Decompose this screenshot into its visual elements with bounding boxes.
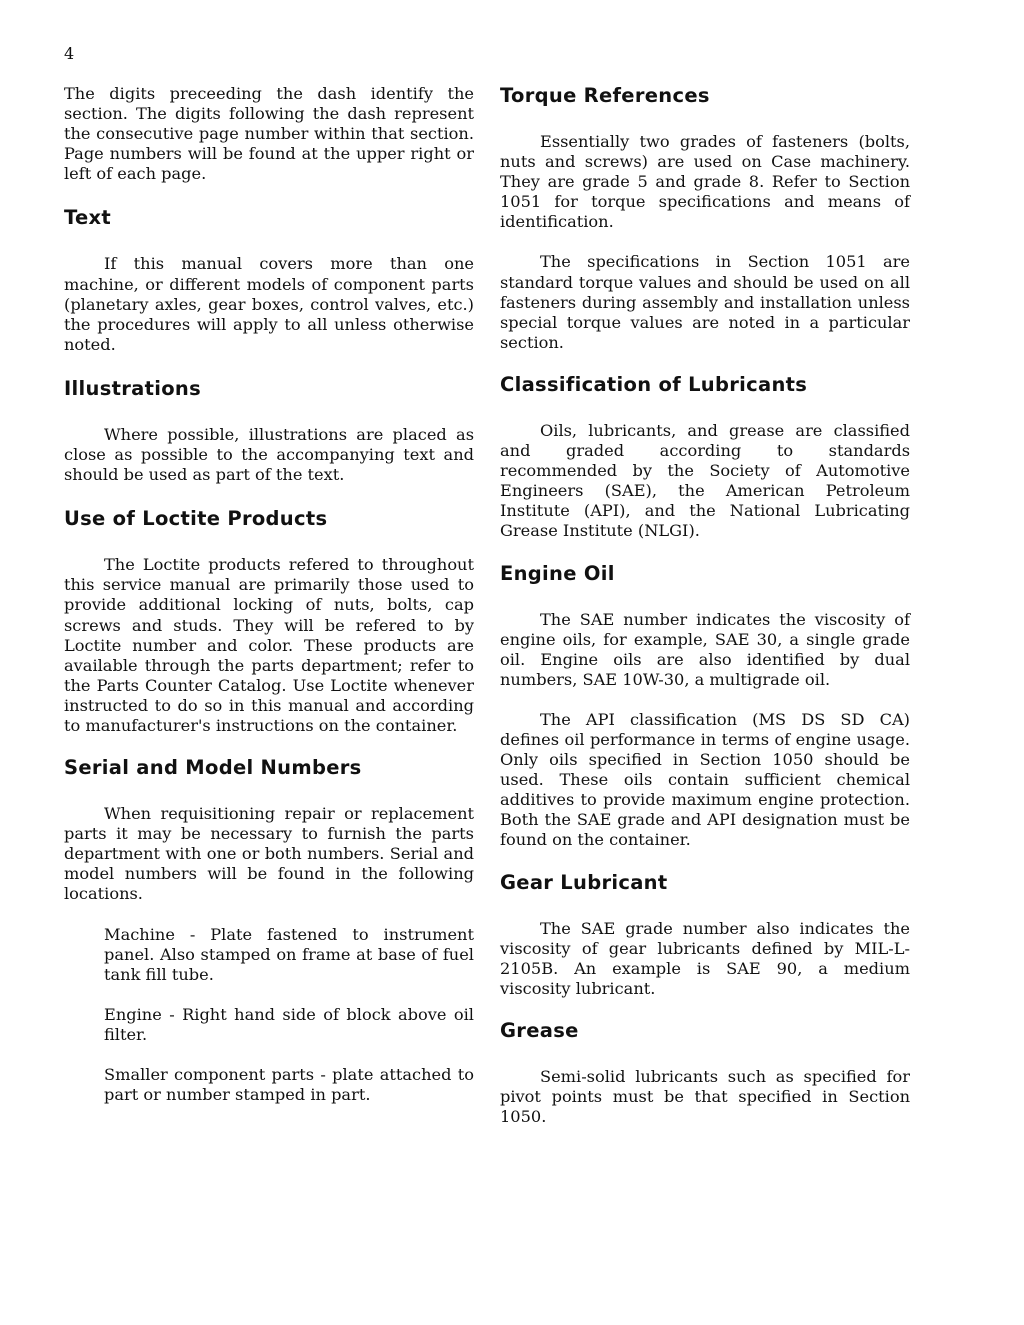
torque-heading: Torque References — [500, 84, 710, 107]
illustrations-heading: Illustrations — [64, 376, 202, 400]
right-column — [500, 84, 910, 1127]
illustrations-body: Where possible, illustrations are placed as close as possible to the accompanying text and should be used as part of the text. — [64, 424, 474, 485]
location-smaller: Smaller component parts - plate attached to part or number stamped in part. — [104, 1065, 474, 1105]
loctite-body: The Loctite products refered to throughout this service manual are primarily those used to provide additional locking of nuts, bolts, cap screws and studs. They will be refered to by Loctite number and color. These products are available through the parts department; refer to the Parts Counter Catalog. Use Loctite whenever instructed to do so in this manual and according to manufacturer's instructions on the container. — [64, 555, 474, 735]
gear-lubricant-body: The SAE grade number also indicates the viscosity of gear lubricants defined by MIL-L-2105B. An example is SAE 90, a medium viscosity lubricant. — [500, 918, 910, 998]
left-column — [64, 84, 474, 1105]
intro-paragraph: The digits preceeding the dash identify the section. The digits following the dash represent the consecutive page number within that section. Page numbers will be found at the upper right or left of each page. — [64, 84, 474, 184]
loctite-heading: Use of Loctite Products — [64, 507, 328, 531]
engine-oil-body-2: The API classification (MS DS SD CA) defines oil performance in terms of engine usage. Only oils specified in Section 1050 should be used. These oils contain sufficient chemical additives to provide maximum engine protection. Both the SAE grade and API designation must be found on the container. — [500, 709, 910, 850]
text-body: If this manual covers more than one machine, or different models of component parts (planetary axles, gear boxes, control valves, etc.) the procedures will apply to all unless otherwise noted. — [64, 254, 474, 354]
location-engine: Engine - Right hand side of block above oil filter. — [104, 1004, 474, 1044]
engine-oil-body-1: The SAE number indicates the viscosity of engine oils, for example, SAE 30, a single grade oil. Engine oils are also identified by dual numbers, SAE 10W-30, a multigrade oil. — [500, 609, 910, 689]
location-machine: Machine - Plate fastened to instrument panel. Also stamped on frame at base of fuel tank fill tube. — [104, 924, 474, 984]
serial-body: When requisitioning repair or replacement parts it may be necessary to furnish the parts department with one or both numbers. Serial and model numbers will be found in the following locations. — [64, 804, 474, 904]
text-heading: Text — [64, 206, 112, 230]
grease-heading: Grease — [500, 1018, 579, 1042]
gear-lubricant-heading: Gear Lubricant — [500, 870, 668, 894]
torque-body-1: Essentially two grades of fasteners (bolts, nuts and screws) are used on Case machinery. They are grade 5 and grade 8. Refer to Section 1051 for torque specifications and means of identification. — [500, 132, 910, 232]
engine-oil-heading: Engine Oil — [500, 561, 615, 585]
serial-heading: Serial and Model Numbers — [64, 756, 362, 780]
classification-body: Oils, lubricants, and grease are classified and graded according to standards recommended by the Society of Automotive Engineers (SAE), the American Petroleum Institute (API), and the National Lubricating Grease Institute (NLGI). — [500, 420, 910, 541]
grease-body: Semi-solid lubricants such as specified for pivot points must be that specified in Section 1050. — [500, 1066, 910, 1127]
classification-heading: Classification of Lubricants — [500, 372, 808, 396]
page-number: 4 — [64, 44, 75, 63]
torque-body-2: The specifications in Section 1051 are standard torque values and should be used on all fasteners during assembly and installation unless special torque values are noted in a particular section. — [500, 252, 910, 352]
